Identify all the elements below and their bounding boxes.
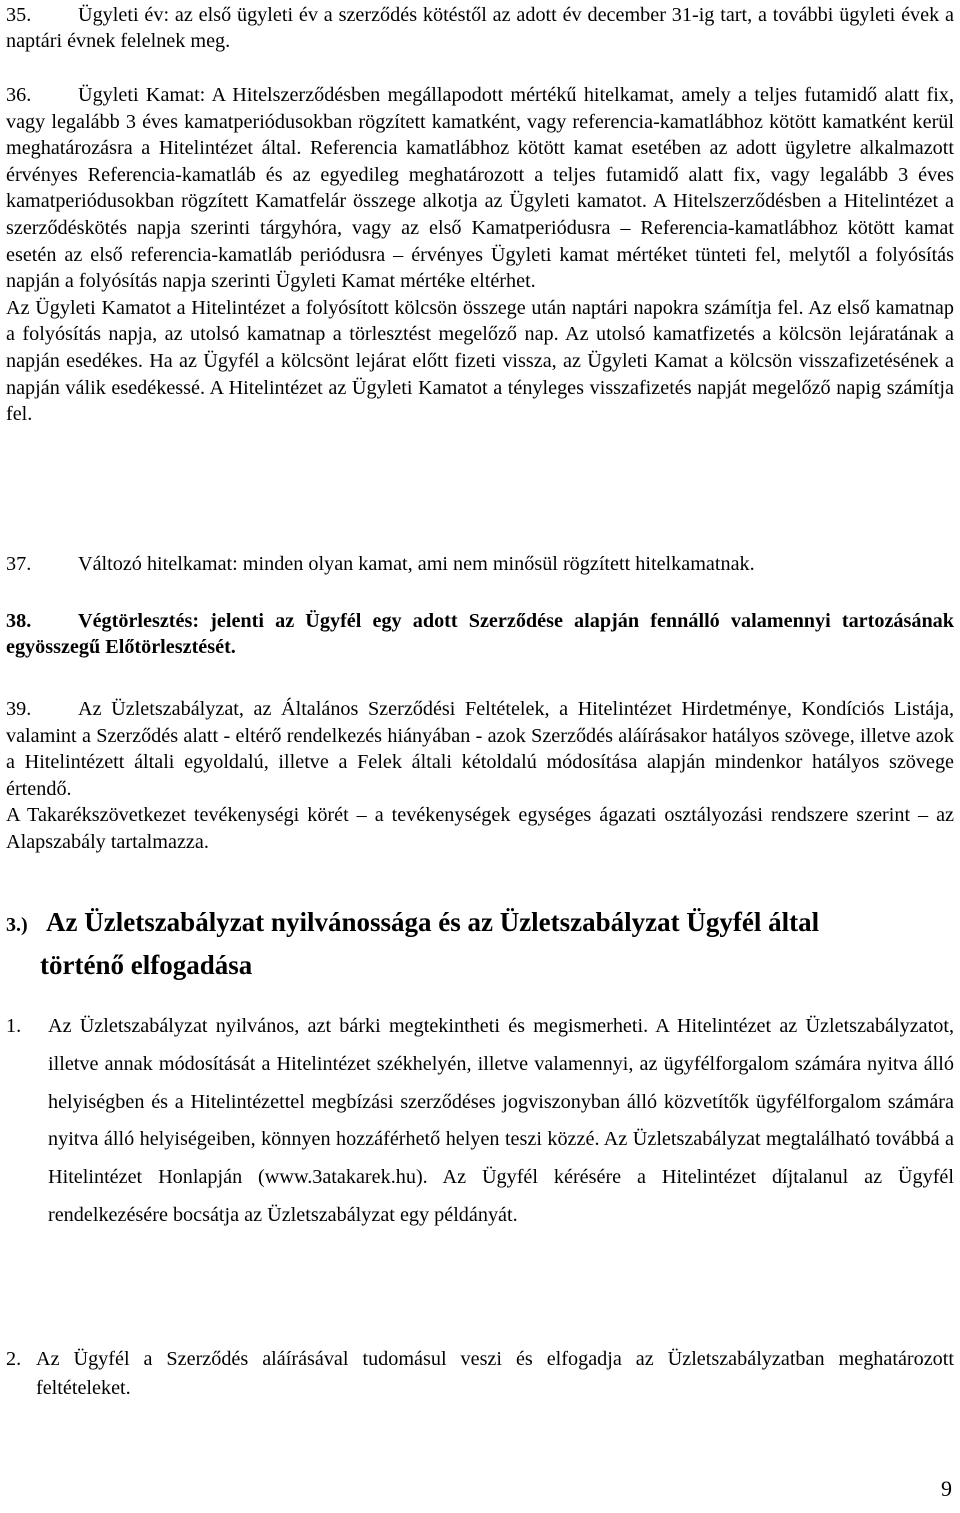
item-39-paragraph-2: A Takarékszövetkezet tevékenységi körét – a tevékenységek egységes ágazati osztályozási rendszere szerint – az Alapszabály tartalmazza.	[6, 804, 954, 853]
section-3-number: 3.)	[6, 914, 28, 936]
item-37-paragraph	[6, 551, 954, 577]
item-37-number: 37.	[6, 553, 32, 575]
item-38-number: 38.	[6, 610, 32, 632]
section-3-item-1-number: 1.	[6, 1015, 22, 1037]
item-39-number: 39.	[6, 698, 32, 720]
section-3-item-2-paragraph	[6, 1345, 954, 1402]
definition-item-36	[6, 82, 954, 428]
item-36-number: 36.	[6, 84, 32, 106]
item-35-text: Ügyleti év: az első ügyleti év a szerződés kötéstől az adott év december 31-ig tart, a további ügyleti évek a naptári évnek felelnek meg.	[6, 4, 954, 53]
item-36-text: Ügyleti Kamat: A Hitelszerződésben megállapodott mértékű hitelkamat, amely a teljes futamidő alatt fix, vagy legalább 3 éves kamatperiódusokban rögzített kamatként, vagy referencia-kamatlábhoz kötött kamatként kerül meghatározásra a Hitelintézet által. Referencia kamatlábhoz kötött kamat esetében az adott ügyletre alkalmazott érvényes Referencia-kamatláb és az egyedileg meghatározott a teljes futamidő alatt fix, vagy legalább 3 éves kamatperiódusokban rögzített Kamatfelár összege alkotja az Ügyleti kamatot. A Hitelszerződésben a Hitelintézet a szerződéskötés napja szerinti tárgyhóra, vagy az első Kamatperiódusra – Referencia-kamatlábhoz kötött kamat esetén az első referencia-kamatláb periódusra – érvényes Ügyleti kamat mértéket tünteti fel, melytől a folyósítás napján a folyósítás napja szerinti Ügyleti Kamat mértéke eltérhet.	[6, 84, 954, 293]
definition-item-38	[6, 608, 954, 661]
page-number: 9	[941, 1476, 952, 1501]
section-3-item-1	[6, 1008, 954, 1235]
definition-item-35	[6, 2, 954, 55]
item-38-paragraph	[6, 608, 954, 661]
section-3-item-2-text: Az Ügyfél a Szerződés aláírásával tudomásul veszi és elfogadja az Üzletszabályzatban meghatározott feltételeket.	[36, 1348, 954, 1399]
item-36-paragraph-2: Az Ügyleti Kamatot a Hitelintézet a folyósított kölcsön összege után naptári napokra számítja fel. Az első kamatnap a folyósítás napja, az utolsó kamatnap a törlesztést megelőző nap. Az utolsó kamatfizetés a kölcsön lejáratának a napján esedékes. Ha az Ügyfél a kölcsönt lejárat előtt fizeti vissza, az Ügyleti Kamat a kölcsön visszafizetésének a napján válik esedékessé. A Hitelintézet az Ügyleti Kamatot a tényleges visszafizetés napját megelőző napig számítja fel.	[6, 296, 954, 426]
item-37-text: Változó hitelkamat: minden olyan kamat, ami nem minősül rögzített hitelkamatnak.	[78, 553, 755, 575]
section-3-item-2	[6, 1345, 954, 1402]
section-3-title-line-1: Az Üzletszabályzat nyilvánossága és az Üzletszabályzat Ügyfél által	[46, 907, 820, 937]
definition-item-39	[6, 696, 954, 856]
item-39-text: Az Üzletszabályzat, az Általános Szerződési Feltételek, a Hitelintézet Hirdetménye, Kondíciós Listája, valamint a Szerződés alatt - eltérő rendelkezés hiányában - azok Szerződés aláírásakor hatályos szövege, illetve azok a Hitelintézett általi egyoldalú, illetve a Felek általi kétoldalú módosítása alapján mindenkor hatályos szövege értendő.	[6, 698, 954, 800]
section-3-heading	[6, 902, 954, 985]
item-38-text: Végtörlesztés: jelenti az Ügyfél egy adott Szerződése alapján fennálló valamennyi tartozásának egyösszegű Előtörlesztését.	[6, 610, 954, 659]
item-39-paragraph	[6, 696, 954, 802]
section-3-item-1-paragraph	[6, 1008, 954, 1235]
item-36-paragraph	[6, 82, 954, 295]
section-3-title-line-2: történő elfogadása	[40, 950, 253, 980]
definition-item-37	[6, 551, 954, 577]
item-35-paragraph	[6, 2, 954, 55]
section-3-item-2-number: 2.	[6, 1348, 22, 1370]
item-35-number: 35.	[6, 4, 32, 26]
section-3-item-1-text: Az Üzletszabályzat nyilvános, azt bárki megtekintheti és megismerheti. A Hitelintézet az Üzletszabályzatot, illetve annak módosítását a Hitelintézet székhelyén, illetve valamennyi, az ügyfélforgalom számára nyitva álló helyiségben és a Hitelintézettel megbízási szerződéses jogviszonyban álló közvetítők ügyfélforgalom számára nyitva álló helyiségeiben, könnyen hozzáférhető helyen teszi közzé. Az Üzletszabályzat megtalálható továbbá a Hitelintézet Honlapján (www.3atakarek.hu). Az Ügyfél kérésére a Hitelintézet díjtalanul az Ügyfél rendelkezésére bocsátja az Üzletszabályzat egy példányát.	[48, 1015, 954, 1226]
